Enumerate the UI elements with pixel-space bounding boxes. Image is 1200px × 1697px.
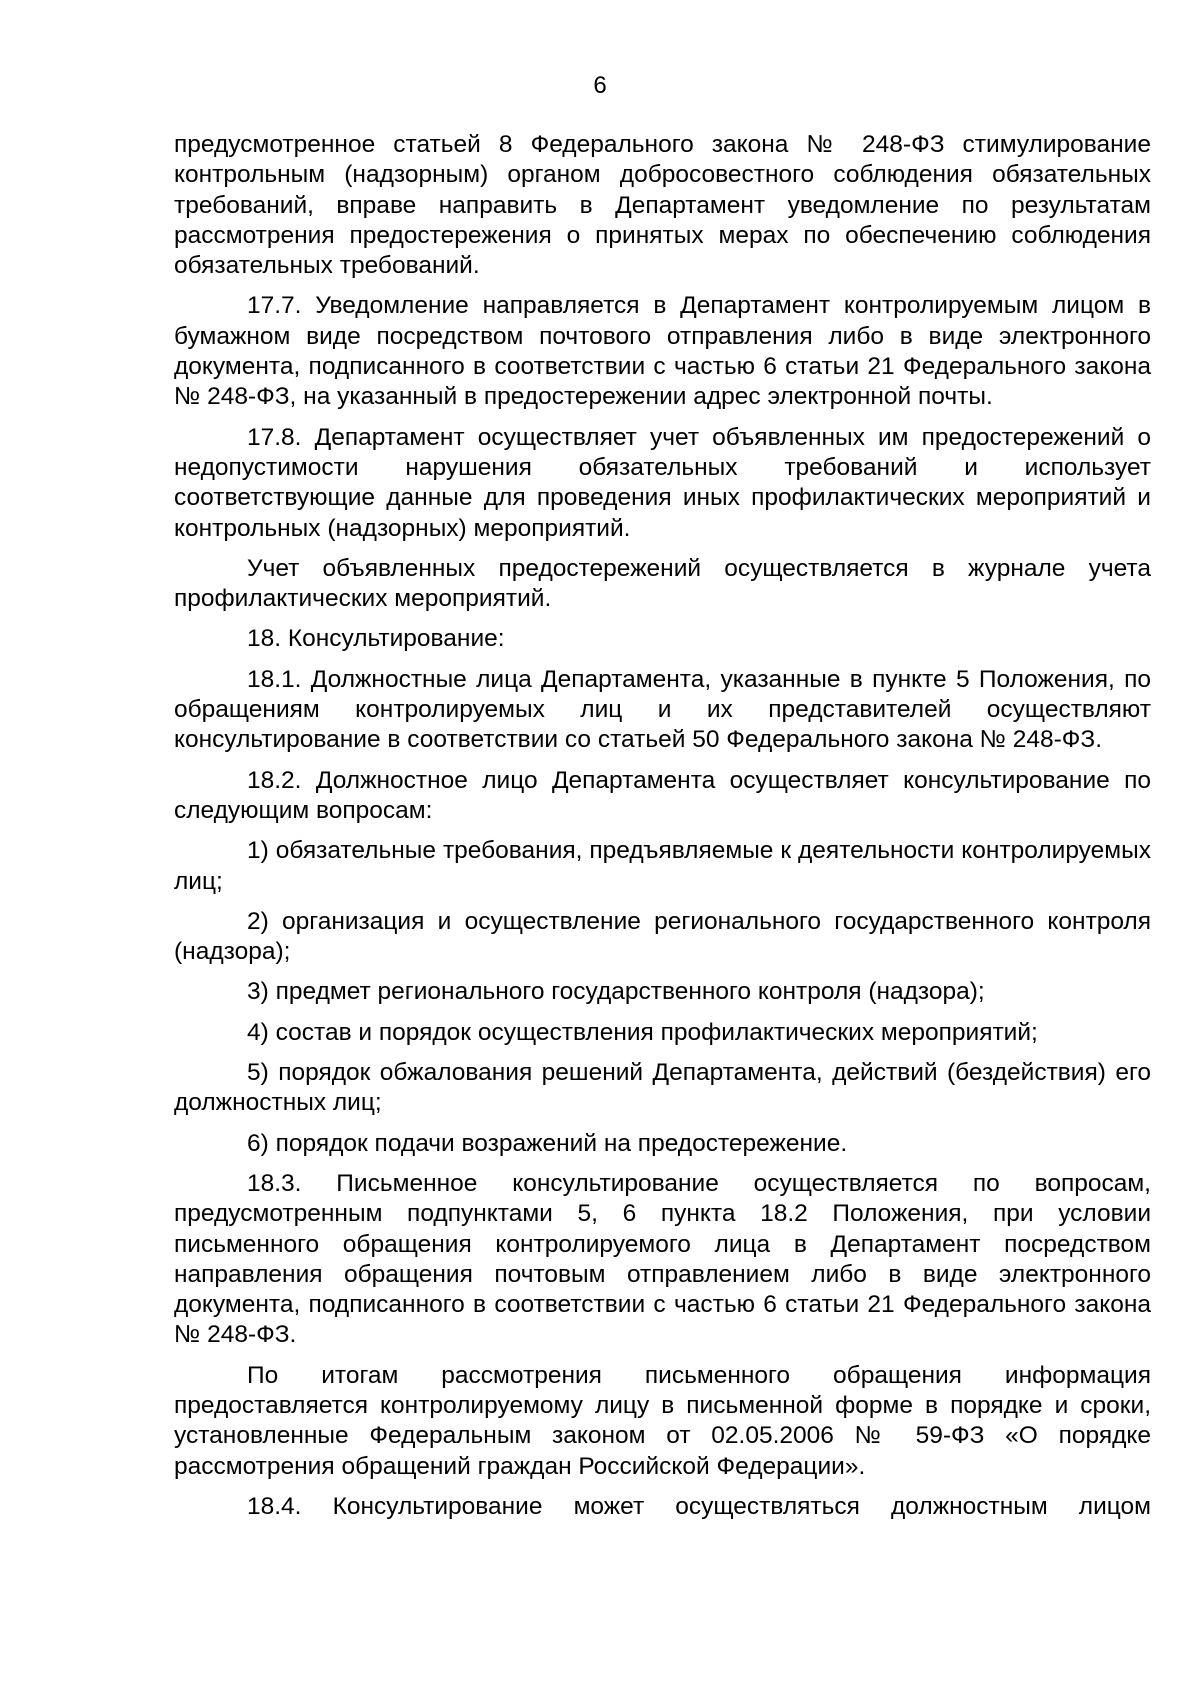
paragraph-18-4: 18.4. Консультирование может осуществляться должностным лицом xyxy=(247,1492,1151,1520)
paragraph-17-7: 17.7. Уведомление направляется в Департамент контролируемым лицом в бумажном виде посредством почтового отправления либо в виде электронного документа, подписанного в соответствии с частью 6 статьи 21 Федерального закона № 248-ФЗ, на указанный в предостережении адрес электронной почты. xyxy=(174,292,1151,411)
paragraph-warnings-journal: Учет объявленных предостережений осуществляется в журнале учета профилактических мероприятий. xyxy=(174,554,1151,613)
document-body xyxy=(174,130,1151,1532)
list-item-4: 4) состав и порядок осуществления профилактических мероприятий; xyxy=(247,1018,1038,1046)
paragraph-18-heading: 18. Консультирование: xyxy=(247,625,505,653)
paragraph-continuation: предусмотренное статьей 8 Федерального закона № 248-ФЗ стимулирование контрольным (надзорным) органом добросовестного соблюдения обязательных требований, вправе направить в Департамент уведомление по результатам рассмотрения предостережения о принятых мерах по обеспечению соблюдения обязательных требований. xyxy=(174,131,1151,280)
page-number: 6 xyxy=(593,72,607,99)
list-item-2: 2) организация и осуществление регионального государственного контроля (надзора); xyxy=(174,907,1151,966)
list-item-1: 1) обязательные требования, предъявляемые к деятельности контролируемых лиц; xyxy=(174,837,1151,895)
paragraph-17-8: 17.8. Департамент осуществляет учет объявленных им предостережений о недопустимости нарушения обязательных требований и использует соответствующие данные для проведения иных профилактических мероприятий и контрольных (надзорных) мероприятий. xyxy=(174,423,1151,542)
list-item-5: 5) порядок обжалования решений Департамента, действий (бездействия) его должностных лиц; xyxy=(174,1059,1151,1117)
list-item-3: 3) предмет регионального государственного контроля (надзора); xyxy=(247,978,985,1006)
list-item-6: 6) порядок подачи возражений на предостережение. xyxy=(247,1129,848,1157)
paragraph-18-2: 18.2. Должностное лицо Департамента осуществляет консультирование по следующим вопросам: xyxy=(174,766,1151,824)
paragraph-written-response: По итогам рассмотрения письменного обращения информация предоставляется контролируемому лицу в письменной форме в порядке и сроки, установленные Федеральным законом от 02.05.2006 № 59-ФЗ «О порядке рассмотрения обращений граждан Российской Федерации». xyxy=(174,1361,1151,1480)
paragraph-18-1: 18.1. Должностные лица Департамента, указанные в пункте 5 Положения, по обращениям контролируемых лиц и их представителей осуществляют консультирование в соответствии со статьей 50 Федерального закона № 248-ФЗ. xyxy=(174,665,1151,754)
paragraph-18-3: 18.3. Письменное консультирование осуществляется по вопросам, предусмотренным подпунктами 5, 6 пункта 18.2 Положения, при условии письменного обращения контролируемого лица в Департамент посредством направления обращения почтовым отправлением либо в виде электронного документа, подписанного в соответствии с частью 6 статьи 21 Федерального закона № 248-ФЗ. xyxy=(174,1169,1151,1349)
